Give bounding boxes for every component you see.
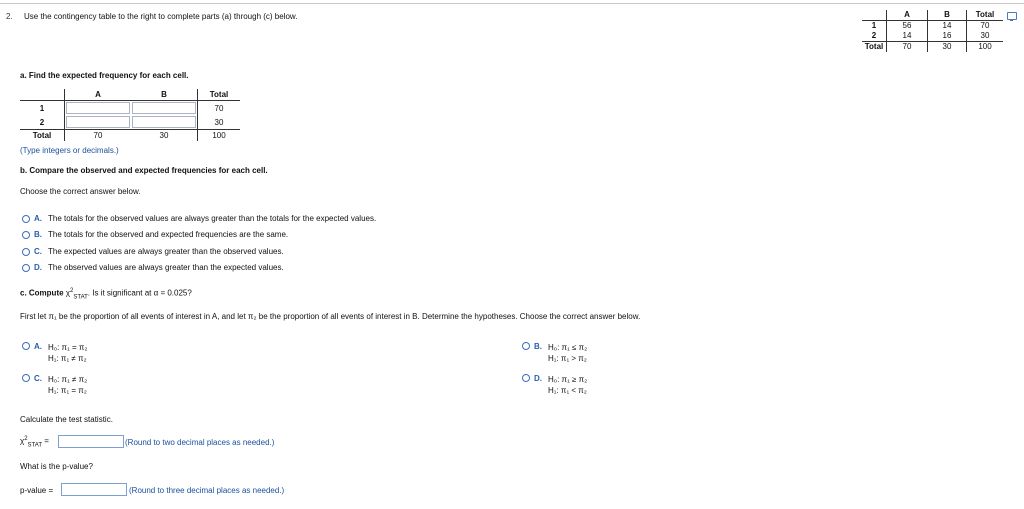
expected-1a-input[interactable] (66, 102, 130, 114)
part-c-instruction: First let π₁ be the proportion of all events of interest in A, and let π₂ be the proportion of all events of interest in B. Determine the hypotheses. Choose the correct answer below. (20, 312, 641, 321)
copy-table-icon[interactable] (1007, 12, 1017, 20)
pvalue-hint: (Round to three decimal places as needed.) (129, 486, 285, 495)
expected-total-row: Total 70 30 100 (20, 130, 240, 142)
part-b-option-d[interactable]: D. The observed values are always greater than the expected values. (22, 263, 284, 272)
radio-icon[interactable] (22, 231, 30, 239)
radio-icon[interactable] (22, 248, 30, 256)
given-contingency-table (862, 10, 1003, 52)
chi-stat-input[interactable] (58, 435, 124, 448)
radio-icon[interactable] (522, 342, 530, 350)
expected-row-1: 1 70 (20, 101, 240, 116)
part-c-option-d[interactable]: D. H₀: π₁ ≥ π₂ H₁: π₁ < π₂ (522, 374, 587, 396)
pvalue-input[interactable] (61, 483, 127, 496)
expected-header-b: B (131, 89, 198, 101)
radio-icon[interactable] (22, 374, 30, 382)
part-a-hint: (Type integers or decimals.) (20, 146, 119, 155)
expected-header-total: Total (198, 89, 241, 101)
pvalue-label: p-value = (20, 486, 54, 495)
table-row: 1 56 14 70 (862, 21, 1003, 32)
header-a: A (887, 10, 928, 21)
expected-header-a: A (65, 89, 132, 101)
chi-stat-label: $\chi^2_{STAT}$ = (20, 436, 49, 449)
expected-frequency-table (20, 89, 240, 141)
radio-icon[interactable] (522, 374, 530, 382)
chi-stat-hint: (Round to two decimal places as needed.) (125, 438, 275, 447)
table-header-row (862, 10, 1003, 21)
expected-1b-input[interactable] (132, 102, 196, 114)
expected-2a-input[interactable] (66, 116, 130, 128)
header-b: B (928, 10, 967, 21)
part-c-option-a[interactable]: A. H₀: π₁ = π₂ H₁: π₁ ≠ π₂ (22, 342, 88, 364)
radio-icon[interactable] (22, 215, 30, 223)
expected-row-2: 2 30 (20, 115, 240, 130)
expected-2b-input[interactable] (132, 116, 196, 128)
header-total: Total (967, 10, 1004, 21)
part-c-option-c[interactable]: C. H₀: π₁ ≠ π₂ H₁: π₁ = π₂ (22, 374, 87, 396)
part-b-option-a[interactable]: A. The totals for the observed values are always greater than the totals for the expected values. (22, 214, 376, 223)
part-c-option-b[interactable]: B. H₀: π₁ ≤ π₂ H₁: π₁ > π₂ (522, 342, 587, 364)
part-b-prompt: b. Compare the observed and expected frequencies for each cell. (20, 166, 268, 175)
table-total-row: Total 70 30 100 (862, 42, 1003, 53)
table-row: 2 14 16 30 (862, 31, 1003, 42)
expected-header-row (20, 89, 240, 101)
part-b-option-b[interactable]: B. The totals for the observed and expected frequencies are the same. (22, 230, 288, 239)
part-b-option-c[interactable]: C. The expected values are always greater than the observed values. (22, 247, 284, 256)
radio-icon[interactable] (22, 342, 30, 350)
calc-prompt: Calculate the test statistic. (20, 415, 113, 424)
pvalue-question: What is the p-value? (20, 462, 93, 471)
question-text: Use the contingency table to the right to complete parts (a) through (c) below. (24, 12, 298, 21)
radio-icon[interactable] (22, 264, 30, 272)
question-number: 2. (6, 12, 13, 21)
part-b-instruction: Choose the correct answer below. (20, 187, 141, 196)
top-divider (0, 3, 1024, 4)
part-c-prompt: c. Compute $\chi^2_{STAT}$. Is it significant at α = 0.025? (20, 288, 192, 301)
part-a-prompt: a. Find the expected frequency for each cell. (20, 71, 189, 80)
